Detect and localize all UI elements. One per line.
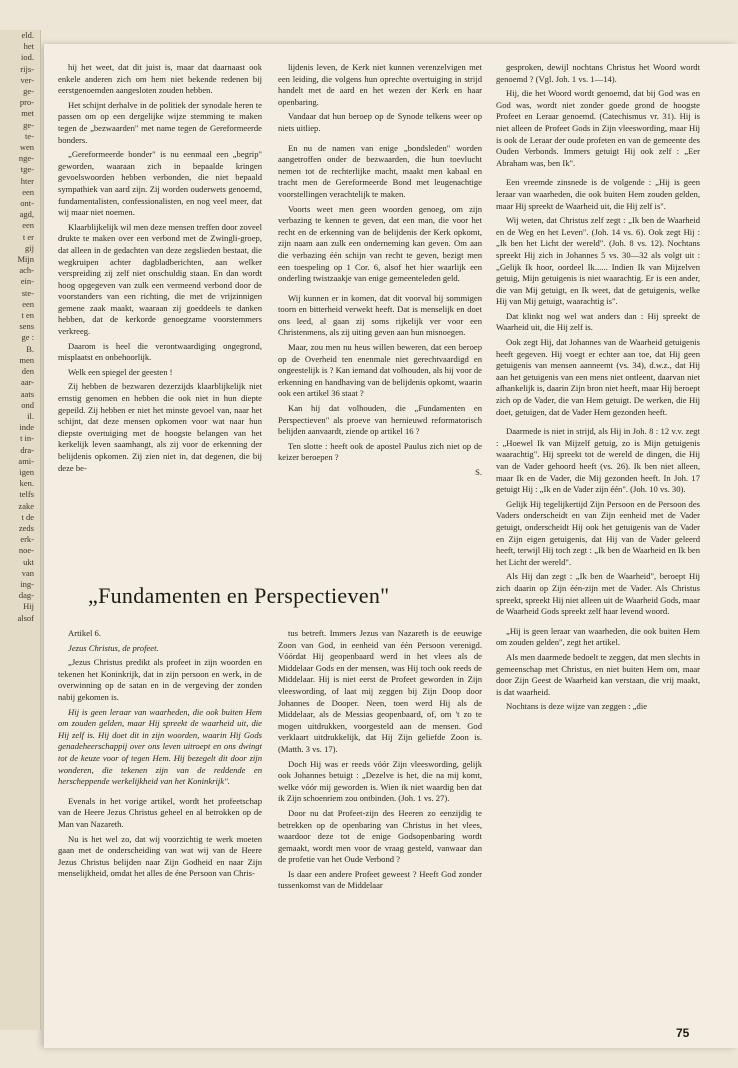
gutter-fragment: ver- [20, 74, 34, 85]
paragraph: Hij, die het Woord wordt genoemd, dat bij God was en God was, wordt niet zonder goede grond de hoogste Profeet en Leraar genoemd. (Catechismus vr. 31). Hij is niet alleen de Profeet Gods in Zijn vleeswording, maar Hij is ook de Leraar der oude profeten en van de gemeente des Ouden Verbonds. Immers getuigt Hij ook zelf : „Eer Abraham was, ben Ik". [496, 88, 700, 168]
paragraph: Evenals in het vorige artikel, wordt het profeetschap van de Heere Jezus Christus geheel en al betrokken op de Man van Nazareth. [58, 795, 262, 829]
gutter-fragment: telfs [19, 489, 34, 500]
paragraph: „Hij is geen leraar van waarheden, die ook buiten Hem om zouden gelden", zegt het artikel. [496, 625, 700, 648]
gutter-fragment: het [23, 41, 34, 52]
gutter-fragment: ge- [23, 119, 34, 130]
gutter-fragment: alsof [17, 612, 34, 623]
gutter-fragment: wen [19, 142, 34, 153]
article-column-1 [58, 628, 262, 1018]
paragraph: Zij hebben de bezwaren dezerzijds klaarblijkelijk niet ernstig genomen en hebben die ook niet in hun diepte gepeild. Zij hebben er niet het minste gevoel van, naar het schijnt, dat deze mensen opkomen voor wat naar hun diepste overtuiging met de hoogste belangen van het kerkelijk leven saamhangt, als zij voor de erkenning der belijdenis opkomen. Zij zien niet in, dat degenen, die bij deze be- [58, 381, 262, 473]
article-label: Artikel 6. [68, 628, 101, 638]
gutter-fragment: dag- [18, 590, 34, 601]
paragraph: Het schijnt derhalve in de politiek der synodale heren te passen om op een dergelijke wijze stemming te maken tegen de „bezwaarden" met name tegen de Gereformeerde bonders. [58, 99, 262, 145]
top-column-1 [58, 62, 262, 557]
paragraph: Gelijk Hij tegelijkertijd Zijn Persoon en de Persoon des Vaders onderscheidt en van Zijn eenheid met de Vader getuigt, onderscheidt Hij ook het getuigenis van de Vader en Zijn eigen getuigenis, dat Hij van de Vader geleerd heeft, terwijl Hij toch zegt : „Ik ben de Waarheid en Ik ben het Licht der wereld". [496, 498, 700, 567]
gutter-fragment: ond [21, 399, 34, 410]
article-headline: „Fundamenten en Perspectieven" [88, 583, 390, 608]
gutter-fragment: t er [22, 231, 34, 242]
paragraph: Ook zegt Hij, dat Johannes van de Waarheid getuigenis heeft gegeven. Hij voegt er echter aan toe, dat Hij geen getuigenis van mensen aanneemt (vs. 34), d.w.z., dat Hij aan het getuigenis van een mens niet ontleent, daarvan niet afhankelijk is, daarin Zijn bron niet heeft, maar Hij beroept zich op de Vader, die van Hem getuigt. De werken, die Hij doet, getuigen, dat de Vader Hem gezonden heeft. [496, 337, 700, 417]
gutter-fragment: igen [19, 466, 34, 477]
paragraph: Dat klinkt nog wel wat anders dan : Hij spreekt de Waarheid uit, die Hij zelf is. [496, 310, 700, 333]
gutter-fragment: ken. [19, 478, 34, 489]
gutter-fragment: men [19, 354, 34, 365]
gutter-fragment: een [22, 220, 34, 231]
gutter-fragment: inde [19, 422, 34, 433]
paragraph: gesproken, dewijl nochtans Christus het Woord wordt genoemd ? (Vgl. Joh. 1 vs. 1—14). [496, 62, 700, 84]
article-subtitle: Jezus Christus, de profeet. [68, 642, 159, 653]
gutter-fragment: ach- [19, 265, 34, 276]
gutter-fragment: ukt [23, 556, 34, 567]
paragraph: Kan hij dat volhouden, die „Fundamenten en Perspectieven" als proeve van hernieuwd reformatorisch belijden aanvaardt, ziende op artikel 16 ? [278, 403, 482, 437]
paragraph: Klaarblijkelijk wil men deze mensen treffen door zoveel drukte te maken over een verbond met de Zwingli-groep, dat alleen in de gedachten van deze zegslieden bestaat, die wegkruipen achter dagbladberichten, aan welker verspreiding zij zelf niet onschuldig staan. En dan wordt hoog opgegeven van zulk een vermeend verbond door de voorstanders van een richting, die met de vrijzinnigen gemene zaak maakt, waaraan zij goeddeels te danken hebben, dat de kerkorde genoegzame voorstemmers verkreeg. [58, 221, 262, 337]
gutter-fragment: eld. [21, 30, 34, 40]
gutter-fragment: iod. [21, 52, 34, 63]
gutter-fragment: ge : [21, 332, 34, 343]
gutter-fragment: nge- [18, 153, 34, 164]
paragraph: Doch Hij was er reeds vóór Zijn vleeswording, gelijk ook Johannes betuigt : „Dezelve is het, die na mij komt, welke vóór mij geworden is. Wien ik niet waardig ben dat ik Zijn schoenriem zou ontbinden. (Joh. 1 vs. 27). [278, 758, 482, 804]
top-column-2 [278, 62, 482, 557]
paragraph: Wij kunnen er in komen, dat dit voorval bij sommigen toorn en bitterheid verwekt heeft. Dat is menselijk en doet ons leed, al gaan zij soms rijkelijk ver voor een Christenmens, als zij uiting geven aan hun misnoegen. [278, 292, 482, 338]
gutter-fragment: met [21, 108, 34, 119]
paragraph: Ten slotte : heeft ook de apostel Paulus zich niet op de keizer beroepen ? [278, 440, 482, 463]
gutter-fragment: aar- [20, 377, 34, 388]
paragraph: Is daar een andere Profeet geweest ? Heeft God zonder tussenkomst van de Middelaar [278, 868, 482, 891]
paragraph: „Gereformeerde bonder" is nu eenmaal een „begrip" geworden, waaraan zich in bepaalde kringen gevoelswoorden hebben verbonden, die niet bepaald sympathiek van aard zijn. Zij worden ouderwets genoemd, fundamentalisten, confessionalisten, en nog veel meer, dat wij maar niet noemen. [58, 149, 262, 218]
gutter-fragment: ing- [20, 578, 34, 589]
paragraph: tus betreft. Immers Jezus van Nazareth is de eeuwige Zoon van God, in eenheid van één Persoon verenigd. Vóórdat Hij geopenbaard werd in het vlees als de Middelaar Gods en der mensen, was Hij toch ook reeds de Middelaar. Hij is niet eerst de Profeet geworden in Zijn vleeswording, of laat mij zeggen bij Zijn Doop door Johannes de Dooper. Neen, toen werd Hij als de Middelaar, als de Messias geopenbaard, of, om 't zo te mogen uitdrukken, voorgesteld aan de mensen. God verklaart uitdrukkelijk, dat Hij Zijn geliefde Zoon is. (Matth. 3 vs. 17). [278, 628, 482, 754]
gutter-fragment: agd, [19, 209, 34, 220]
paragraph: Door nu dat Profeet-zijn des Heeren zo eenzijdig te betrekken op de openbaring van Christus in het vlees, waardoor deze tot de enige Godsopenbaring wordt gemaakt, wordt men voor de vraag gesteld, vanwaar dan de profetie van het Oude Verbond ? [278, 807, 482, 865]
paragraph: Daarmede is niet in strijd, als Hij in Joh. 8 : 12 v.v. zegt : „Hoewel Ik van Mijzelf getuig, zo is Mijn getuigenis waarachtig". Hij spreekt tot de wereld de dingen, die Hij van de Vader gehoord heeft (vs. 26). Ik ben niet alleen, maar Ik en de Vader, die Mij gezonden heeft. In Joh. 17 getuigt Hij : „Ik en de Vader zijn één". (Joh. 10 vs. 30). [496, 426, 700, 495]
paragraph: Een vreemde zinsnede is de volgende : „Hij is geen leraar van waarheden, die ook buiten Hem zouden gelden, maar Hij spreekt de Waarheid uit, die Hij zelf is". [496, 177, 700, 211]
previous-page-edge [0, 30, 41, 1030]
gutter-fragment: zake [18, 500, 34, 511]
gutter-fragment: ein- [20, 276, 34, 287]
paragraph: En nu de namen van enige „bondsleden" worden aangetroffen onder de bezwaarden, die hun toevlucht nemen tot de rechterlijke macht, maakt men kabaal en tracht men de Gereformeerde Bond met leugenachtige voorstellingen verachtelijk te maken. [278, 142, 482, 199]
gutter-fragment: noe- [18, 545, 34, 556]
article-column-2 [278, 628, 482, 1018]
gutter-fragment: il. [27, 410, 34, 421]
paragraph: Nu is het wel zo, dat wij voorzichtig te werk moeten gaan met de onderscheiding van wat wij van de Heere Jezus Christus belijden naar Zijn Godheid en naar Zijn menselijkheid, omdat het alles de éne Persoon van Chris- [58, 833, 262, 879]
gutter-fragment: ont- [20, 198, 34, 209]
gutter-fragment: aats [20, 388, 34, 399]
gutter-fragment: den [21, 366, 34, 377]
gutter-fragment: erk- [20, 534, 34, 545]
paragraph: Daarom is heel die verontwaardiging ongegrond, misplaatst en onbehoorlijk. [58, 340, 262, 363]
paragraph: Maar, zou men nu heus willen beweren, dat een beroep op de Overheid ten enenmale niet gerechtvaardigd en ongeestelijk is ? Kan iemand dat volhouden, als hij voor de erkenning en handhaving van de belijdenis opkomt, waarin ook een artikel 36 staat ? [278, 342, 482, 399]
author-signature: S. [475, 467, 482, 477]
paragraph: Welk een spiegel der geesten ! [68, 366, 173, 377]
gutter-fragment: een [22, 298, 34, 309]
gutter-fragment: rijs- [20, 63, 34, 74]
gutter-fragment: Hij [23, 601, 34, 612]
gutter-fragment: ami- [18, 455, 34, 466]
gutter-fragment: zeds [18, 522, 34, 533]
gutter-fragment: dra- [20, 444, 34, 455]
gutter-fragment: sens [19, 321, 34, 332]
paragraph: lijdenis leven, de Kerk niet kunnen verenzelvigen met een leiding, die volgens hun oprechte overtuiging in strijd handelt met de aard en het wezen der Kerk en haar openbaring. [278, 62, 482, 107]
gutter-fragment: t de [21, 511, 34, 522]
page-number: 75 [676, 1026, 690, 1040]
gutter-fragment: ste- [21, 287, 34, 298]
gutter-fragment: tge- [20, 164, 34, 175]
gutter-fragment: ge- [23, 86, 34, 97]
paragraph: Voorts weet men geen woorden genoeg, om zijn verbazing te kennen te geven, dat een man, die voor het recht en de erkenning van de belijdenis der Kerk opkomt, zijn naam aan zulk een onderneming kan geven. Om aan die verbazing één schijn van recht te geven, bezigt men een toespeling op 1 Cor. 6, alsof het hier waarlijk een onderling twistzaakje van enige gemeenteleden geld. [278, 203, 482, 284]
gutter-fragment: B. [26, 343, 34, 354]
paragraph: Vandaar dat hun beroep op de Synode telkens weer op niets uitliep. [278, 111, 482, 133]
paragraph: Als Hij dan zegt : „Ik ben de Waarheid", beroept Hij zich daarin op Zijn één-zijn met de Vader. Als Christus spreekt, spreekt Hij niet alleen uit de Waarheid Gods, maar de Waarheid Gods spreekt zelf haar levend woord. [496, 571, 700, 617]
top-column-3 [496, 62, 700, 1012]
paragraph: Wij weten, dat Christus zelf zegt : „Ik ben de Waarheid en de Weg en het Leven". (Joh. 14 vs. 6). Ook zegt Hij : „Ik ben het Licht der wereld". (Joh. 8 vs. 12). Nochtans spreekt Hij zich in Johannes 5 vs. 30—32 als volgt uit : „Gelijk Ik hoor, oordeel Ik...... Indien Ik van Mijzelven getuig, Mijn getuigenis is niet waarachtig. Er is een ander, die van Mij getuigt, en Ik weet, dat de getuigenis, welke Hij van Mij getuigt, waarachtig is". [496, 215, 700, 307]
gutter-fragment: gij [25, 242, 34, 253]
gutter-fragment: te- [25, 130, 34, 141]
paragraph: hij het weet, dat dit juist is, maar dat daarnaast ook enkele anderen zich om hem niet bekende redenen bij eerstgenoemden aangesloten zouden hebben. [58, 62, 262, 96]
gutter-fragment: Mijn [17, 254, 34, 265]
paragraph: Hij is geen leraar van waarheden, die ook buiten Hem om zouden gelden, maar Hij spreekt de waarheid uit, die Hij zelf is. Hij doet dit in zijn woorden, waarin Hij Gods genadeheerschappij over ons leven uitroept en ons dwingt tot de keuze voor of tegen Hem. Hij bezegelt dit door zijn wonderen, die tekenen zijn van de reddende en herscheppende werkelijkheid van het Koninkrijk". [58, 706, 262, 787]
gutter-fragment: een [22, 186, 34, 197]
gutter-fragment: hter [20, 175, 34, 186]
gutter-fragment: van [21, 567, 34, 578]
gutter-fragment: pro- [19, 97, 34, 108]
gutter-fragment: t in- [20, 433, 34, 444]
paragraph: „Jezus Christus predikt als profeet in zijn woorden en tekenen het Koninkrijk, dat in zijn persoon en werk, in de overwinning op de satan en in de vergeving der zonden nabij gekomen is. [58, 657, 262, 702]
paragraph: Nochtans is deze wijze van zeggen : „die [506, 701, 648, 712]
paragraph: Als men daarmede bedoelt te zeggen, dat men slechts in gemeenschap met Christus, en niet buiten Hem om, maar door Zijn Geest de Waarheid kan verstaan, die vrij maakt, is dat waarheid. [496, 651, 700, 697]
gutter-fragment: t en [21, 310, 34, 321]
